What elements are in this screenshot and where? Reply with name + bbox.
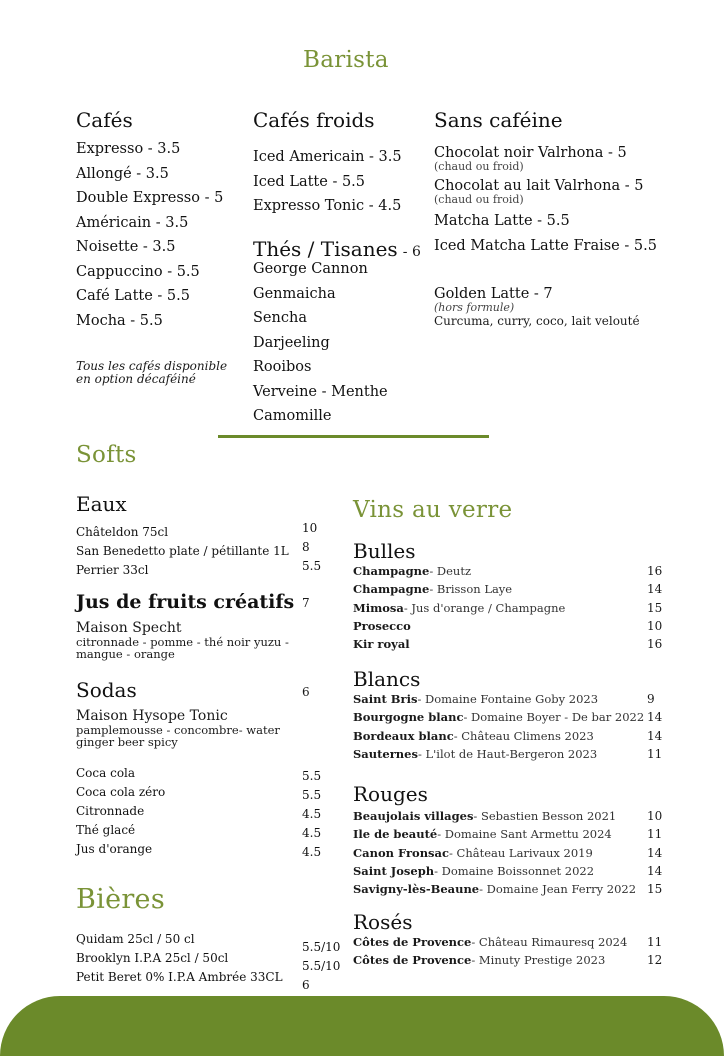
wine-row [353, 599, 693, 617]
list-item: Chocolat noir Valrhona - 5 [434, 145, 627, 161]
list-item-sub: (chaud ou froid) [434, 160, 524, 173]
list-item: Quidam 25cl / 50 cl [76, 932, 195, 946]
price: 10 [302, 521, 318, 535]
sodas-price: 6 [302, 685, 310, 699]
list-item: Golden Latte - 7 [434, 286, 553, 302]
wine-desc: - Minuty Prestige 2023 [471, 953, 606, 968]
price: 16 [647, 637, 663, 652]
list-item: Expresso Tonic - 4.5 [253, 198, 402, 214]
wine-desc: - Domaine Sant Armettu 2024 [437, 827, 612, 842]
wine-row [353, 562, 693, 580]
wine-name: Sauternes [353, 746, 418, 761]
bulles-list [353, 562, 693, 653]
wine-desc: - Château Climens 2023 [453, 728, 594, 743]
list-item: Américain - 3.5 [76, 214, 189, 231]
price: 5.5/10 [302, 959, 341, 973]
list-item: Mocha - 5.5 [76, 312, 163, 329]
wine-desc: - Sebastien Besson 2021 [473, 809, 617, 823]
list-item: Camomille [253, 408, 332, 424]
price: 11 [647, 935, 663, 949]
sodas-block [76, 708, 280, 748]
decaf-note-line: en option décaféiné [76, 372, 196, 386]
wine-name: Saint Bris [353, 692, 418, 706]
brand-desc: citronnade - pomme - thé noir yuzu - [76, 635, 289, 649]
wine-row [353, 690, 693, 708]
price: 4.5 [302, 826, 322, 840]
list-item: Coca cola [76, 766, 136, 780]
wine-name: Bordeaux blanc [353, 728, 454, 743]
decaf-note [76, 360, 227, 386]
list-item: Châteldon 75cl [76, 525, 169, 539]
price: 14 [647, 728, 663, 743]
wine-desc: - Jus d'orange / Champagne [403, 600, 566, 615]
wine-desc: - Château Rimauresq 2024 [471, 935, 628, 949]
wine-desc: - Domaine Boissonnet 2022 [434, 863, 595, 878]
wine-name: Canon Fronsac [353, 845, 449, 860]
section-divider [218, 435, 489, 438]
bieres-title: Bières [76, 884, 165, 915]
wine-desc: - Deutz [429, 564, 472, 578]
wine-name: Côtes de Provence [353, 953, 472, 968]
list-item: Café Latte - 5.5 [76, 288, 190, 304]
wine-name: Beaujolais villages [353, 809, 474, 823]
list-item: Sencha [253, 310, 307, 326]
sodas-prices [302, 767, 321, 862]
barista-title: Barista [303, 47, 389, 73]
list-item: Petit Beret 0% I.P.A Ambrée 33CL [76, 970, 283, 984]
blancs-heading: Blancs [353, 667, 421, 691]
price: 12 [647, 953, 663, 968]
list-item: San Benedetto plate / pétillante 1L [76, 544, 289, 558]
list-item: Iced Matcha Latte Fraise - 5.5 [434, 237, 657, 254]
cafes-heading: Cafés [76, 108, 133, 132]
price: 14 [647, 582, 663, 597]
brand-desc: mangue - orange [76, 647, 175, 661]
bieres-prices [302, 938, 340, 995]
wine-row [353, 745, 693, 763]
wine-row [353, 862, 693, 880]
wine-name: Kir royal [353, 637, 410, 652]
eaux-prices [302, 519, 321, 576]
list-item-desc: Curcuma, curry, coco, lait velouté [434, 314, 640, 328]
list-item: Rooibos [253, 359, 312, 375]
wine-name: Champagne [353, 564, 430, 578]
price: 6 [302, 978, 310, 992]
bulles-heading: Bulles [353, 539, 416, 563]
wine-row [353, 580, 693, 598]
price: 14 [647, 710, 663, 725]
price: 14 [647, 845, 663, 860]
eaux-heading: Eaux [76, 492, 127, 516]
wine-desc: - Domaine Boyer - De bar 2022 [463, 710, 645, 725]
list-item: Cappuccino - 5.5 [76, 263, 200, 280]
price: 10 [647, 618, 663, 633]
list-item: Thé glacé [76, 823, 136, 837]
wine-row [353, 807, 693, 825]
price: 5.5/10 [302, 940, 341, 954]
wine-desc: - Domaine Fontaine Goby 2023 [417, 692, 599, 706]
brand-desc: pamplemousse - concombre- water [76, 723, 280, 737]
wine-name: Saint Joseph [353, 863, 435, 878]
list-item: Double Expresso - 5 [76, 190, 224, 206]
wine-row [353, 880, 693, 898]
wine-row [353, 617, 693, 635]
wine-name: Champagne [353, 582, 430, 597]
brand-name: Maison Specht [76, 620, 182, 636]
price: 5.5 [302, 559, 322, 573]
wine-row [353, 727, 693, 745]
price: 16 [647, 564, 663, 578]
blancs-list [353, 690, 693, 763]
rouges-heading: Rouges [353, 782, 428, 806]
list-item-sub: (hors formule) [434, 301, 515, 314]
vins-title: Vins au verre [353, 497, 513, 523]
list-item: Brooklyn I.P.A 25cl / 50cl [76, 951, 229, 965]
brand-desc: ginger beer spicy [76, 735, 178, 749]
thes-list [253, 257, 388, 429]
price: 9 [647, 692, 655, 706]
wine-desc: - L'ilot de Haut-Bergeron 2023 [417, 746, 598, 761]
price: 10 [647, 809, 663, 823]
wine-row [353, 825, 693, 843]
list-item: Chocolat au lait Valrhona - 5 [434, 178, 644, 194]
thes-title: Thés / Tisanes [253, 237, 398, 261]
wine-desc: - Brisson Laye [429, 582, 513, 597]
list-item: Noisette - 3.5 [76, 239, 176, 255]
price: 15 [647, 600, 663, 615]
wine-name: Côtes de Provence [353, 935, 472, 949]
list-item: Matcha Latte - 5.5 [434, 213, 570, 229]
footer-band [0, 996, 724, 1056]
wine-row [353, 933, 693, 951]
list-item: Citronnade [76, 804, 145, 818]
jus-block [76, 620, 289, 660]
wine-row [353, 708, 693, 726]
sodas-heading: Sodas [76, 678, 137, 702]
list-item: Iced Latte - 5.5 [253, 173, 366, 190]
price: 4.5 [302, 807, 322, 821]
price: 5.5 [302, 788, 322, 802]
thes-price: - 6 [402, 244, 421, 260]
jus-price: 7 [302, 596, 310, 610]
wine-desc: - Château Larivaux 2019 [448, 845, 593, 860]
list-item: Iced Americain - 3.5 [253, 149, 402, 165]
wine-name: Savigny-lès-Beaune [353, 882, 480, 897]
price: 15 [647, 882, 663, 897]
price: 11 [647, 827, 663, 842]
price: 11 [647, 746, 663, 761]
list-item: Expresso - 3.5 [76, 141, 181, 157]
wine-row [353, 844, 693, 862]
wine-row [353, 635, 693, 653]
wine-name: Mimosa [353, 600, 404, 615]
sans-cafeine-heading: Sans caféine [434, 108, 563, 132]
list-item: Coca cola zéro [76, 785, 166, 799]
list-item-sub: (chaud ou froid) [434, 193, 524, 206]
cafes-froids-list [253, 145, 402, 219]
price: 14 [647, 863, 663, 878]
brand-name: Maison Hysope Tonic [76, 708, 228, 724]
wine-name: Prosecco [353, 618, 411, 633]
decaf-note-line: Tous les cafés disponible [76, 359, 228, 373]
wine-name: Ile de beauté [353, 827, 438, 842]
price: 5.5 [302, 769, 322, 783]
list-item: Perrier 33cl [76, 563, 149, 577]
jus-heading: Jus de fruits créatifs [76, 591, 295, 613]
sodas-list [76, 764, 165, 859]
cafes-froids-heading: Cafés froids [253, 108, 375, 132]
bieres-list [76, 930, 283, 987]
wine-desc: - Domaine Jean Ferry 2022 [479, 882, 637, 897]
price: 4.5 [302, 845, 322, 859]
roses-heading: Rosés [353, 910, 413, 934]
rouges-list [353, 807, 693, 898]
list-item: Allongé - 3.5 [76, 165, 169, 182]
wine-row [353, 951, 693, 969]
list-item: Genmaicha [253, 285, 336, 302]
list-item: Darjeeling [253, 334, 330, 351]
softs-title: Softs [76, 442, 137, 468]
list-item: Jus d'orange [76, 842, 153, 856]
list-item: Verveine - Menthe [253, 383, 388, 400]
eaux-list [76, 523, 289, 580]
roses-list [353, 933, 693, 970]
sans-cafeine-list [434, 145, 657, 329]
price: 8 [302, 540, 310, 554]
cafes-list [76, 137, 223, 333]
wine-name: Bourgogne blanc [353, 710, 464, 725]
list-item: George Cannon [253, 261, 368, 277]
